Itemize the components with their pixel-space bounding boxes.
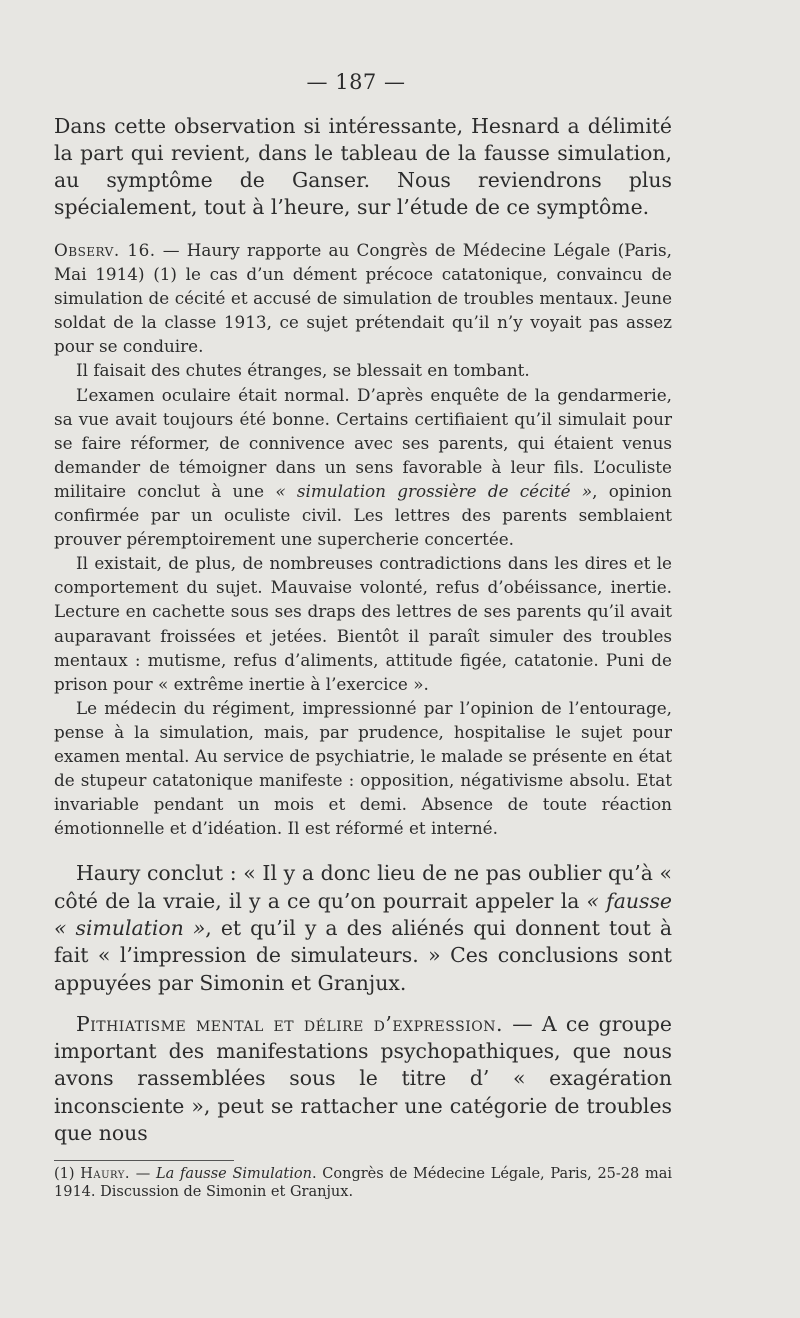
haury-paragraph	[54, 860, 672, 996]
footnote-dash: —	[130, 1166, 156, 1182]
pithiatisme-paragraph	[54, 1011, 672, 1147]
page-number: — 187 —	[306, 70, 406, 94]
haury-text-b: , et qu’il y a des aliénés qui donnent tout à fait « l’impression de simulateurs. » Ces conclusions sont appuyées par Simonin et Granjux.	[54, 915, 673, 995]
footnote	[54, 1166, 672, 1201]
observation-paragraph-3	[54, 383, 672, 552]
observation-text-3b: , opinion confirmée par un oculiste civil. Les lettres des parents semblaient prouver péremptoirement une supercherie concertée.	[54, 480, 672, 550]
footnote-author: Haury.	[80, 1166, 130, 1182]
observation-text-1: — Haury rapporte au Congrès de Médecine Légale (Paris, Mai 1914) (1) le cas d’un dément précoce catatonique, convaincu de simulation de cécité et accusé de simulation de troubles mentaux. Jeune soldat de la classe 1913, ce sujet prétendait qu’il n’y voyait pas assez pour se conduire.	[54, 240, 672, 357]
intro-paragraph: Dans cette observation si intéressante, Hesnard a délimité la part qui revient, dans le tableau de la fausse simulation, au symptôme de Ganser. Nous reviendrons plus spécialement, tout à l’heure, sur l’étude de ce symptôme.	[54, 114, 672, 219]
observation-quote: « simulation grossière de cécité »	[275, 480, 593, 501]
footnote-rest: . Congrès de Médecine Légale, Paris, 25-28 mai 1914. Discussion de Simonin et Granjux.	[54, 1166, 673, 1200]
observation-label: Observ. 16.	[54, 240, 156, 260]
page-body	[54, 113, 672, 1147]
pithiatisme-text: — A ce groupe important des manifestations psychopathiques, que nous avons rassemblées sous le titre d’ « exagération inconsciente », peut se rattacher une catégorie de troubles que nous	[54, 1011, 672, 1146]
footnote-title: La fausse Simulation	[155, 1166, 312, 1182]
observation-text-3a: L’examen oculaire était normal. D’après enquête de la gendarmerie, sa vue avait toujours été bonne. Certains certifiaient qu’il simulait pour se faire réformer, de connivence avec ses parents, qui étaient venus demander de témoigner dans un sens favorable à leur fils. L’oculiste militaire conclut à une	[54, 384, 672, 501]
footnote-number: (1)	[54, 1166, 81, 1182]
observation-paragraph-1	[54, 238, 672, 358]
footnote-rule	[54, 1160, 234, 1161]
observation-paragraph-4: Il existait, de plus, de nombreuses contradictions dans les dires et le comportement du sujet. Mauvaise volonté, refus d’obéissance, inertie. Lecture en cachette sous ses draps des lettres de ses parents qu’il avait auparavant froissées et jetées. Bientôt il paraît simuler des troubles mentaux : mutisme, refus d’aliments, attitude figée, catatonie. Puni de prison pour « extrême inertie à l’exercice ».	[54, 553, 672, 694]
haury-text-a: Haury conclut : « Il y a donc lieu de ne pas oublier qu’à « côté de la vraie, il y a ce qu’on pourrait appeler la	[54, 861, 672, 913]
haury-quote: « fausse « simulation »	[54, 888, 672, 940]
observation-paragraph-2: Il faisait des chutes étranges, se blessait en tombant.	[76, 360, 530, 381]
pithiatisme-heading: Pithiatisme mental et délire d’expression.	[76, 1011, 503, 1036]
observation-paragraph-5: Le médecin du régiment, impressionné par l’opinion de l’entourage, pense à la simulation, mais, par prudence, hospitalise le sujet pour examen mental. Au service de psychiatrie, le malade se présente en état de stupeur catatonique manifeste : opposition, négativisme absolu. Etat invariable pendant un mois et demi. Absence de toute réaction émotionnelle et d’idéation. Il est réformé et interné.	[54, 697, 672, 839]
